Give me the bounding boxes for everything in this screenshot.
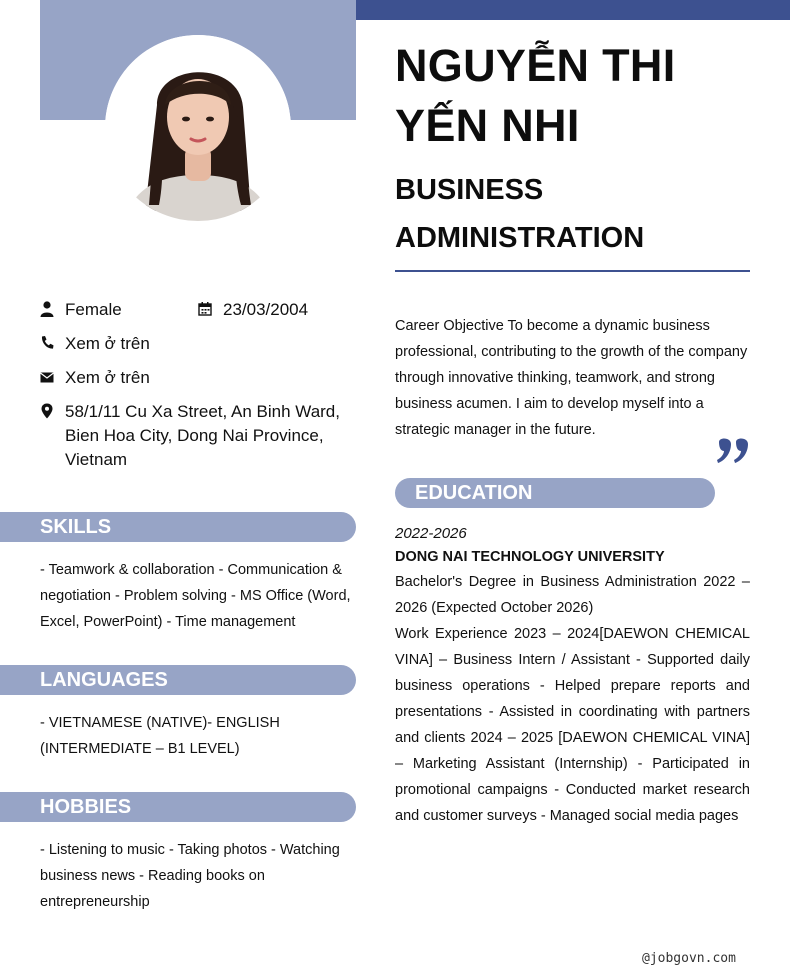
email-value: Xem ở trên <box>65 368 150 387</box>
quote-icon <box>716 432 752 468</box>
person-icon <box>40 301 54 317</box>
candidate-title: BUSINESS ADMINISTRATION <box>395 174 645 254</box>
languages-heading: LANGUAGES <box>0 665 356 695</box>
skills-heading: SKILLS <box>0 512 356 542</box>
watermark: @jobgovn.com <box>642 951 736 966</box>
map-pin-icon <box>40 403 54 419</box>
skills-text: - Teamwork & collaboration - Communication & negotiation - Problem solving - MS Office (Word, Excel, PowerPoint) - Time management <box>40 562 351 630</box>
education-details <box>395 569 750 829</box>
envelope-icon <box>40 369 54 385</box>
candidate-name: NGUYỄN THI YẾN NHI <box>395 40 676 151</box>
hobbies-heading: HOBBIES <box>0 792 356 822</box>
profile-photo <box>105 35 291 221</box>
gender-row <box>40 298 190 322</box>
education-heading: EDUCATION <box>395 478 715 508</box>
phone-value: Xem ở trên <box>65 334 150 353</box>
header-divider <box>395 270 750 272</box>
top-accent-bar <box>356 0 790 20</box>
gender-value: Female <box>65 300 122 319</box>
address-value: 58/1/11 Cu Xa Street, An Binh Ward, Bien Hoa City, Dong Nai Province, Vietnam <box>65 402 340 469</box>
education-years: 2022-2026 <box>395 525 467 542</box>
languages-text: - VIETNAMESE (NATIVE)- ENGLISH (INTERMEDIATE – B1 LEVEL) <box>40 715 280 757</box>
email-row <box>40 366 340 390</box>
phone-icon <box>40 335 54 351</box>
phone-row <box>40 332 340 356</box>
work-experience: Work Experience 2023 – 2024[DAEWON CHEMICAL VINA] – Business Intern / Assistant - Supported daily business operations - Helped prepare reports and presentations - Assisted in coordinating with partners and clients 2024 – 2025 [DAEWON CHEMICAL VINA] – Marketing Assistant (Internship) - Participated in promotional campaigns - Conducted market research and customer surveys - Managed social media pages <box>395 626 750 824</box>
calendar-icon <box>198 301 212 317</box>
education-degree: Bachelor's Degree in Business Administration 2022 – 2026 (Expected October 2026) <box>395 574 750 616</box>
hobbies-text: - Listening to music - Taking photos - Watching business news - Reading books on entrepreneurship <box>40 842 340 910</box>
address-row <box>40 400 356 472</box>
education-school: DONG NAI TECHNOLOGY UNIVERSITY <box>395 549 665 565</box>
career-objective: Career Objective To become a dynamic business professional, contributing to the growth of the company through innovative thinking, teamwork, and strong business acumen. I aim to develop myself into a strategic manager in the future. <box>395 318 748 438</box>
birthdate-value: 23/03/2004 <box>223 300 309 319</box>
birthdate-row <box>198 298 358 322</box>
